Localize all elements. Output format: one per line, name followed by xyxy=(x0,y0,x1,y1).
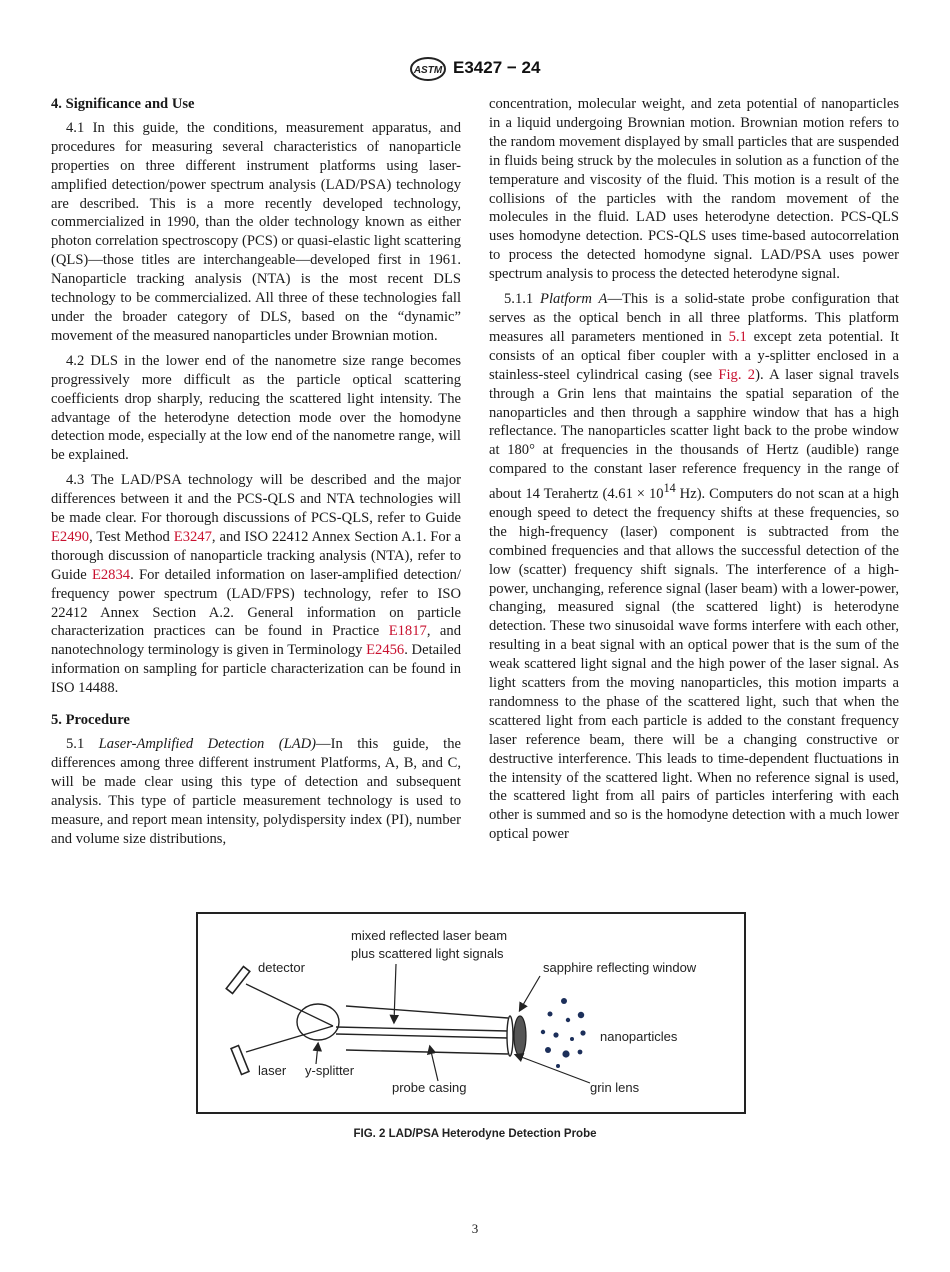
document-id: E3427 − 24 xyxy=(453,58,541,77)
laser-shape xyxy=(231,1046,249,1075)
label-sapphire-window: sapphire reflecting window xyxy=(543,960,697,975)
label-nanoparticles: nanoparticles xyxy=(600,1029,678,1044)
label-grin-lens: grin lens xyxy=(590,1080,640,1095)
nanoparticles-cluster xyxy=(541,998,586,1068)
laser-fiber xyxy=(246,1026,333,1052)
ref-5-1-link[interactable]: 5.1 xyxy=(728,328,747,345)
detector-shape xyxy=(226,967,250,994)
ref-e2456-link[interactable]: E2456 xyxy=(366,642,405,659)
grin-lens-shape xyxy=(507,1016,513,1056)
ref-fig-2-link[interactable]: Fig. 2 xyxy=(718,366,756,383)
figure-caption: FIG. 2 LAD/PSA Heterodyne Detection Probe xyxy=(353,1128,597,1140)
astm-logo-icon xyxy=(409,56,447,82)
ref-e2834-link[interactable]: E2834 xyxy=(91,566,131,583)
left-column xyxy=(51,95,461,854)
section-5-heading: 5. Procedure xyxy=(51,712,130,729)
page-number: 3 xyxy=(471,1221,479,1236)
ref-e1817-link[interactable]: E1817 xyxy=(388,623,427,640)
label-detector: detector xyxy=(258,960,305,975)
label-mixed-beam-line2: plus scattered light signals xyxy=(351,946,504,961)
sapphire-window-shape xyxy=(514,1016,526,1056)
figure-2-probe-diagram xyxy=(196,912,746,1114)
label-probe-casing: probe casing xyxy=(392,1080,467,1095)
paragraph-4-3: 4.3 The LAD/PSA technology will be described and the major differences between it and the PCS-QLS and NTA technologies will be made clear. For thorough discussions of PCS-QLS, refer to Guide E2490, Test Method E3247, and ISO 22412 Annex Section A.1. For a thorough discussion of nanoparticle tracking analysis (NTA), refer to Guide E2834. For detailed information on laser-amplified detection/ frequency power spectrum (LAD/FPS) technology, refer to ISO 22412 Annex Section A.2. General information on particle characterization practices can be found in Practice E1817, and nanotechnology terminology is given in Terminology E2456. Detailed information on sampling for particle characterization can be found in ISO 14488. xyxy=(51,472,461,697)
label-y-splitter: y-splitter xyxy=(305,1063,355,1078)
detector-fiber xyxy=(246,984,333,1026)
label-mixed-beam-line1: mixed reflected laser beam xyxy=(351,928,508,943)
paragraph-5-1-1: 5.1.1 Platform A—This is a solid-state probe configuration that serves as the optical bench in all three platforms. This platform measures all parameters mentioned in 5.1 except zeta potential. It consists of an optical fiber coupler with a y-splitter enclosed in a stainless-steel cylindrical casing (see Fig. 2). A laser signal travels through a Grin lens that maintains the spatial separation of the nanoparticles and then through a sapphire window that has a high reflectance. The nanoparticles scatter light back to the probe window at 180° at frequencies in the thousands of Hertz (audible) range compared to the constant laser reference frequency in the range of about 14 Terahertz ($4.61 \times 10^{14}$ Hz). Computers do not scan at a high enough speed to detect the frequency shifts at these frequencies, so the high-frequency (laser) component is subtracted from the combined frequencies and that allows the successful detection of the low (scatter) frequency shift signals. The interference of a high-power, unchanging, reference signal (laser beam) with a lower-power, changing, measured signal (the scattered light) is heterodyne detection. These two sinusoidal wave forms interfere with each other, resulting in a beat signal with an optical power that is the sum of the weak scattered light signal and the high power of the laser signal. As light scatters from the moving nanoparticles, this motion imparts a randomness to the phase of the scattered light, such that when the scattered light from each particle is added to the constant frequency laser reference beam, there will be a changing constructive or destructive interference. This leads to time-dependent fluctuations in the intensity of the scattered light. When no reference signal is used, the scattered light from all pairs of particles interfering with each other is summed and so is the homodyne detection with a much lower optical power xyxy=(489,291,899,843)
paragraph-5-1: 5.1 Laser-Amplified Detection (LAD)—In this guide, the differences among three different instrument Platforms, A, B, and C, will be made clear using this type of detection and subsequent analysis. This type of particle measurement technology is used to measure, and report mean intensity, polydispersity index (PI), number and volume size distributions, xyxy=(51,736,461,847)
paragraph-5-1-continued: concentration, molecular weight, and zeta potential of nanoparticles in a liquid undergoing Brownian motion. Brownian motion refers to the random movement displayed by small particles that are suspended in fluids being struck by the molecules in solution as a function of the temperature and viscosity of the fluid. This motion is a result of the collisions of the particles with the random movement of the molecules in the fluid. LAD uses heterodyne detection. PCS-QLS uses homodyne detection. PCS-QLS uses time-based autocorrelation to process the detected homodyne signal. LAD/PSA uses power spectrum analysis to process the detected heterodyne signal. xyxy=(489,96,899,283)
probe-diagram xyxy=(198,914,744,1112)
ref-e2490-link[interactable]: E2490 xyxy=(51,528,90,545)
svg-text:ASTM: ASTM xyxy=(413,65,443,76)
ref-e3247-link[interactable]: E3247 xyxy=(173,528,212,545)
page-header xyxy=(0,56,950,84)
paragraph-4-2: 4.2 DLS in the lower end of the nanometre size range becomes progressively more difficult as the particle optical scattering coefficients drop sharply, reducing the scattered light intensity. The advantage of the heterodyne detection mode over the homodyne detection mode, especially at the low end of the nanometre range, will be explained. xyxy=(51,352,461,464)
section-4-heading: 4. Significance and Use xyxy=(51,96,195,112)
paragraph-4-1: 4.1 In this guide, the conditions, measurement apparatus, and procedures for measuring several characteristics of nanoparticle properties on three different instrument platforms using laser-amplified detection/power spectrum analysis (LAD/PSA) technology are described. This is a more recently developed technology, commercialized in 1990, than the older technology known as either photon correlation spectroscopy (PCS) or quasi-elastic light scattering (QLS)—those titles are interchangeable—developed first in 1961. Nanoparticle tracking analysis (NTA) is the most recent DLS technology to be commercialized. All three of these technologies fall under the broader category of DLS, based on the “dynamic” movement of the measured nanoparticles under Brownian motion. xyxy=(51,119,461,344)
label-laser: laser xyxy=(258,1063,287,1078)
right-column xyxy=(489,95,899,850)
